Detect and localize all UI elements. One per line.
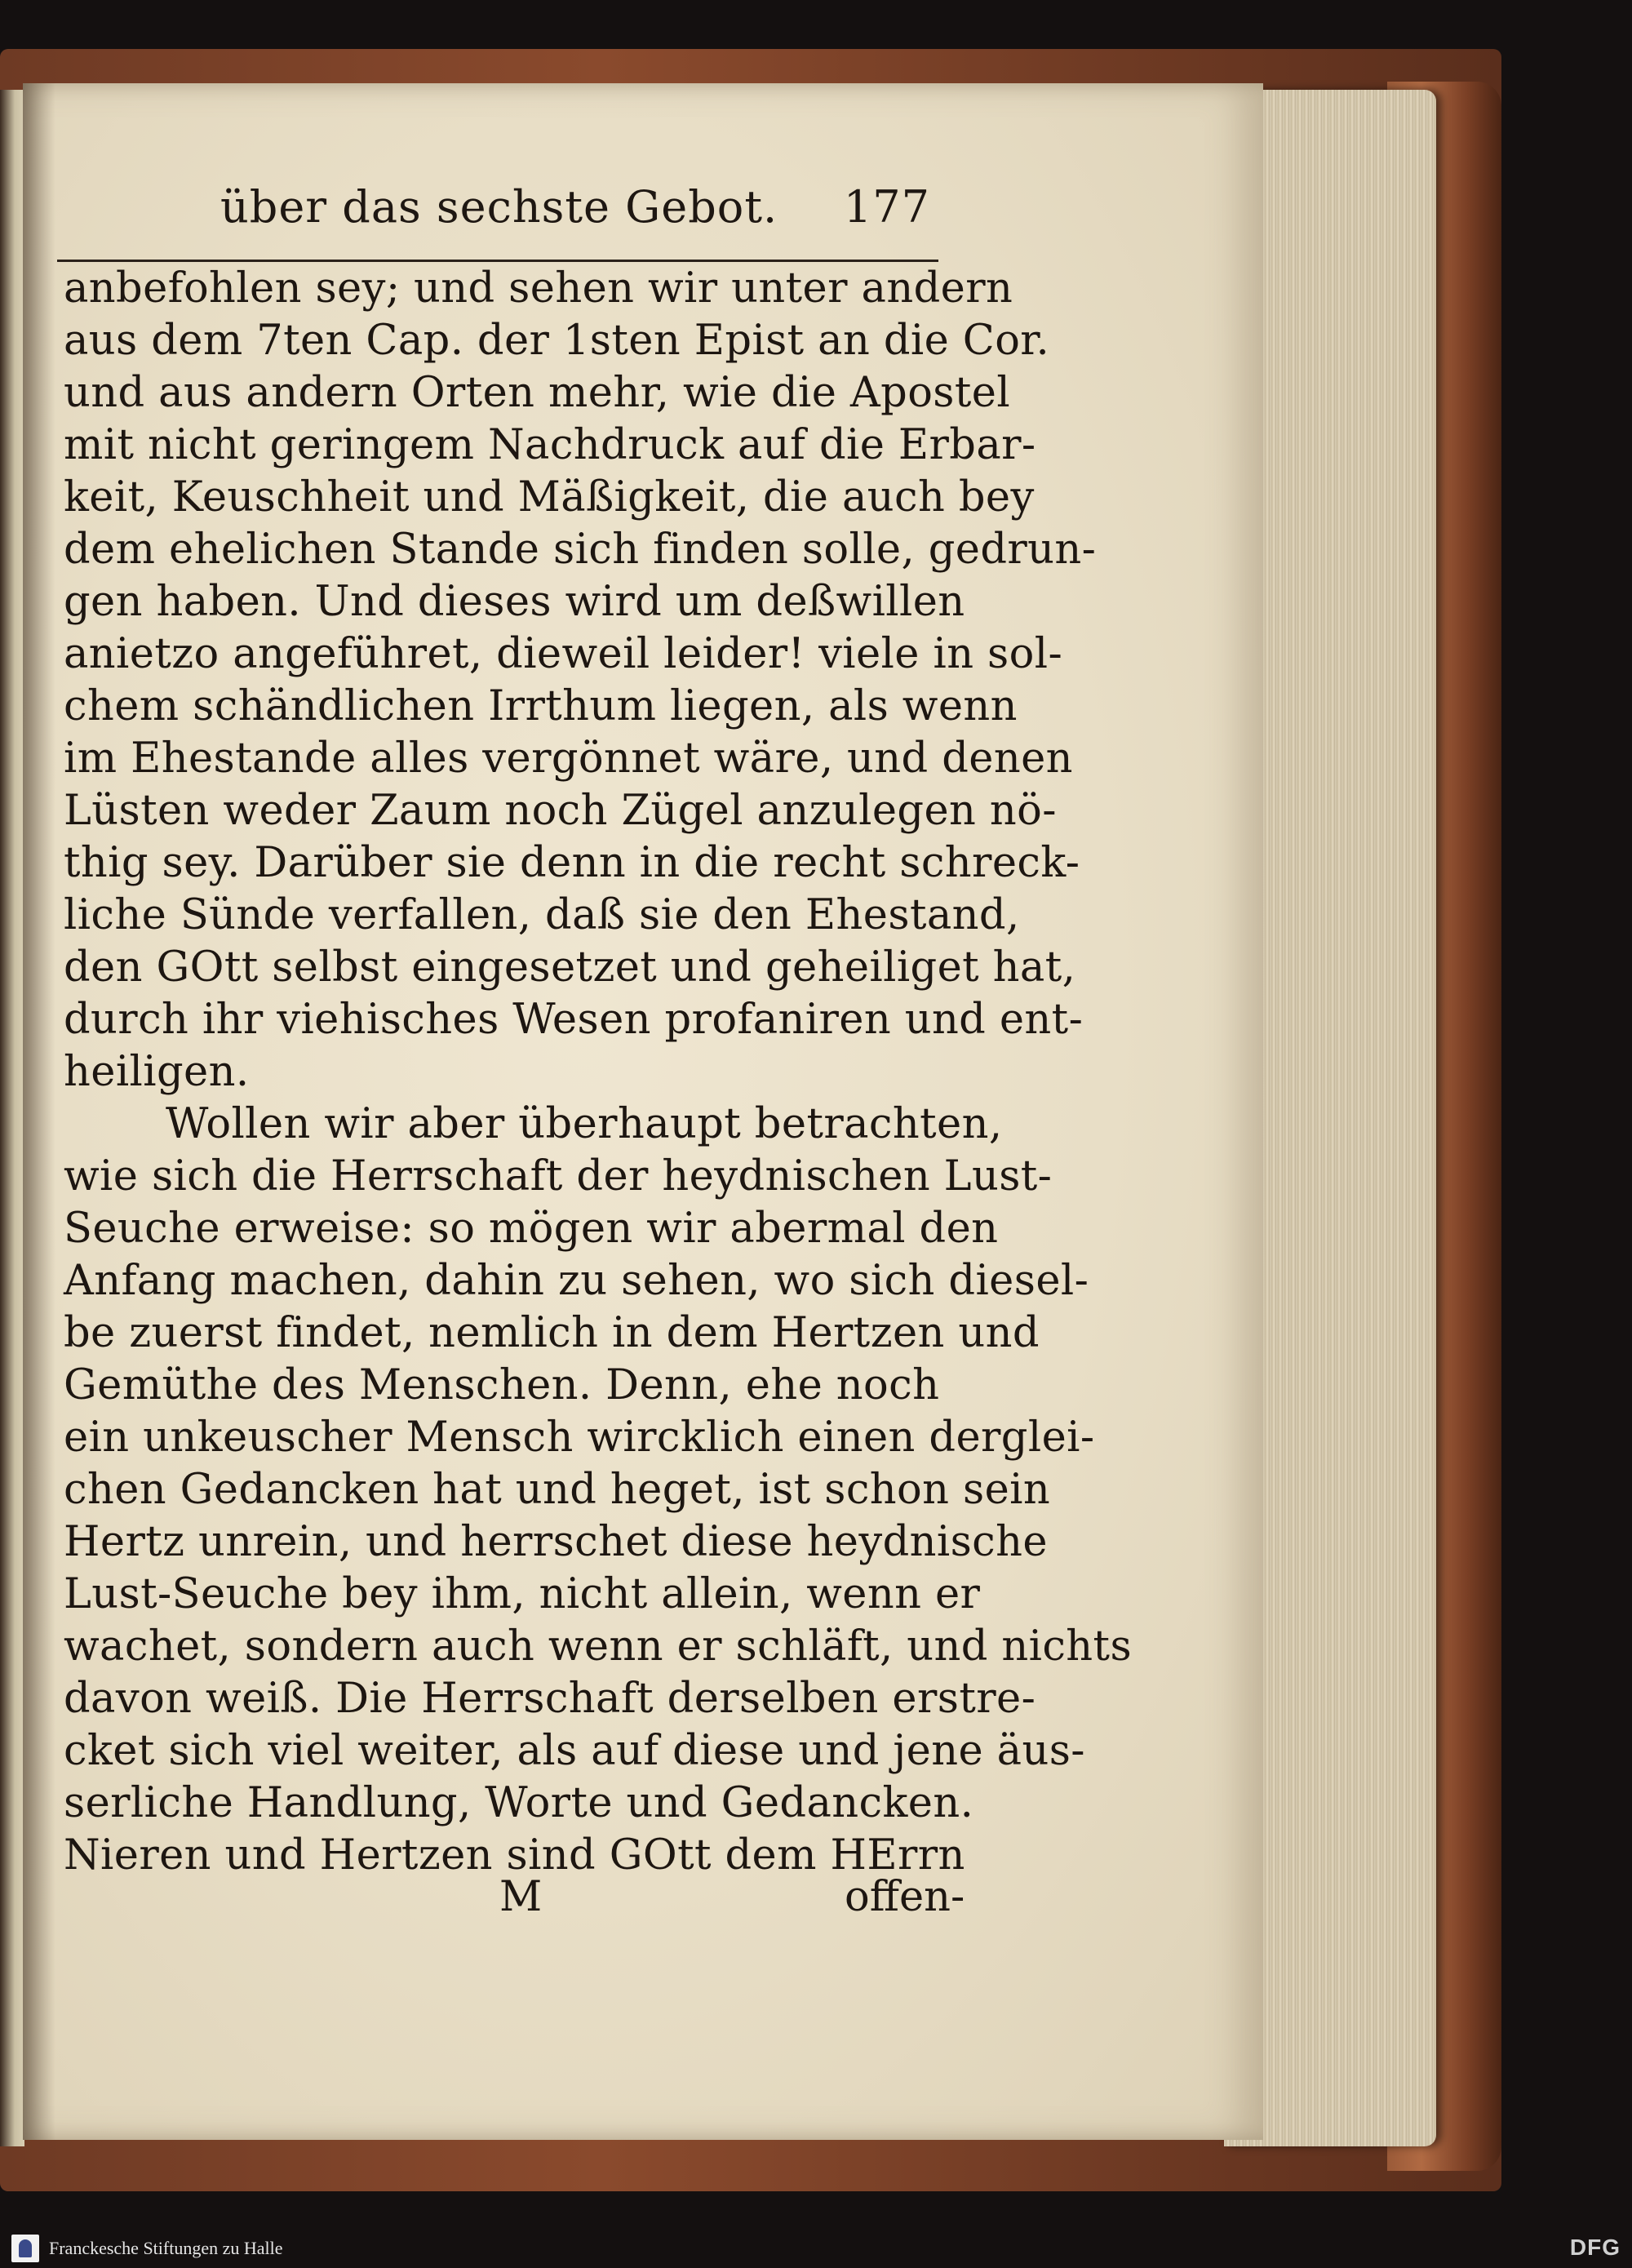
footer-bar: [0, 2228, 1632, 2268]
text-line: anbefohlen sey; und sehen wir unter andern: [64, 264, 1013, 313]
text-line: Hertz unrein, und herrschet diese heydnische: [64, 1518, 1048, 1566]
text-line: mit nicht geringem Nachdruck auf die Erbar-: [64, 421, 1036, 469]
gutter-shadow: [23, 83, 55, 2140]
text-line: cket sich viel weiter, als auf diese und jene äus-: [64, 1727, 1085, 1775]
head-rule: [57, 260, 938, 262]
page-number: 177: [843, 181, 930, 233]
paragraph-start-line: Wollen wir aber überhaupt betrachten,: [166, 1100, 1003, 1148]
text-line: ein unkeuscher Mensch wircklich einen derglei-: [64, 1414, 1095, 1462]
text-line: Seuche erweise: so mögen wir abermal den: [64, 1205, 999, 1253]
text-line: Gemüthe des Menschen. Denn, ehe noch: [64, 1361, 940, 1409]
text-line: wie sich die Herrschaft der heydnischen Lust-: [64, 1152, 1053, 1201]
text-line: chem schändlichen Irrthum liegen, als wenn: [64, 682, 1018, 730]
text-line: aus dem 7ten Cap. der 1sten Epist an die Cor.: [64, 317, 1050, 365]
text-line: Anfang machen, dahin zu sehen, wo sich diesel-: [64, 1257, 1089, 1305]
signature-mark: M: [499, 1873, 543, 1921]
text-line: chen Gedancken hat und heget, ist schon sein: [64, 1466, 1051, 1514]
text-line: gen haben. Und dieses wird um deßwillen: [64, 578, 965, 626]
text-line: im Ehestande alles vergönnet wäre, und denen: [64, 735, 1073, 783]
text-line: dem ehelichen Stande sich finden solle, gedrun-: [64, 526, 1097, 574]
text-line: Lust-Seuche bey ihm, nicht allein, wenn er: [64, 1570, 981, 1618]
text-line: serliche Handlung, Worte und Gedancken.: [64, 1779, 974, 1827]
text-line: heiligen.: [64, 1048, 250, 1096]
text-line: davon weiß. Die Herrschaft derselben erstre-: [64, 1675, 1036, 1723]
text-line: Lüsten weder Zaum noch Zügel anzulegen nö-: [64, 787, 1057, 835]
text-line: den GOtt selbst eingesetzet und geheiliget hat,: [64, 943, 1076, 992]
text-line: anietzo angeführet, dieweil leider! viele in sol-: [64, 630, 1063, 678]
text-line: thig sey. Darüber sie denn in die recht schreck-: [64, 839, 1080, 887]
text-line: und aus andern Orten mehr, wie die Apostel: [64, 369, 1011, 417]
text-line: be zuerst findet, nemlich in dem Hertzen und: [64, 1309, 1040, 1357]
institution-name: Franckesche Stiftungen zu Halle: [49, 2238, 283, 2258]
running-head: [220, 181, 930, 238]
text-line: keit, Keuschheit und Mäßigkeit, die auch bey: [64, 473, 1035, 522]
facing-page-edge: [0, 90, 24, 2146]
catchword: offen-: [845, 1873, 965, 1921]
dfg-logo: DFG: [1569, 2235, 1621, 2260]
text-line: liche Sünde verfallen, daß sie den Ehestand,: [64, 891, 1020, 939]
text-line: wachet, sondern auch wenn er schläft, und nichts: [64, 1622, 1133, 1671]
text-line: durch ihr viehisches Wesen profaniren und ent-: [64, 996, 1084, 1044]
institution-logo-icon: [11, 2235, 39, 2262]
text-line: Nieren und Hertzen sind GOtt dem HErrn: [64, 1831, 965, 1880]
body-text: [64, 263, 1133, 1882]
running-head-title: über das sechste Gebot.: [220, 181, 778, 233]
